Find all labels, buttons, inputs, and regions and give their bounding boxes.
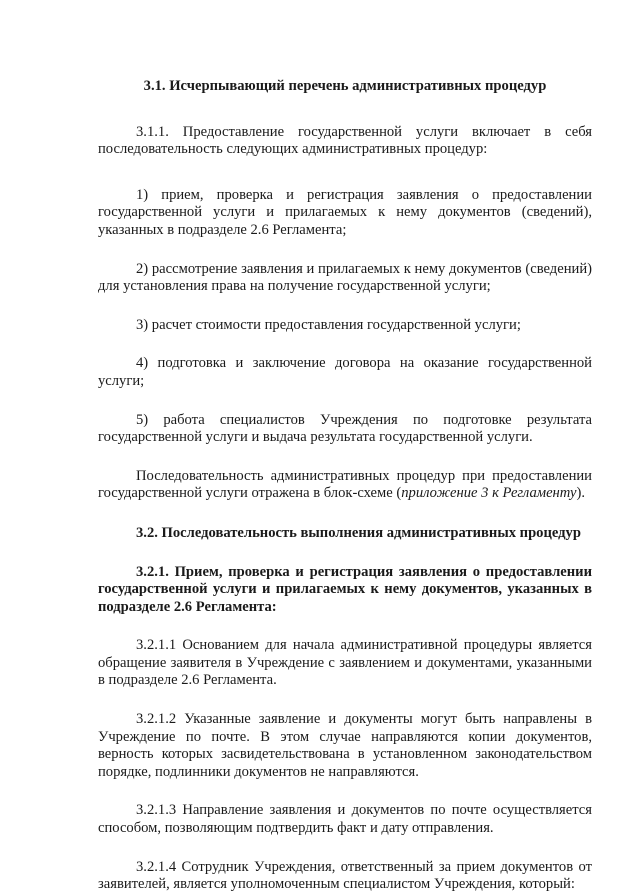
appendix-reference: приложение 3 к Регламенту [401, 485, 577, 502]
section-3-2-title: 3.2. Последовательность выполнения административных процедур [136, 524, 581, 541]
section-3-2-1-heading: 3.2.1. Прием, проверка и регистрация заявления о предоставлении государственной услуги и прилагаемых к нему документов, указанных в подразделе 2.6 Регламента: [98, 563, 592, 615]
paragraph-3-2-1-1: 3.2.1.1 Основанием для начала административной процедуры является обращение заявителя в Учреждение с заявлением и документами, указанными в подразделе 2.6 Регламента. [98, 637, 592, 689]
document-page [98, 72, 592, 894]
paragraph-3-2-1-4: 3.2.1.4 Сотрудник Учреждения, ответственный за прием документов от заявителей, является уполномоченным специалистом Учреждения, который: [98, 858, 592, 893]
list-item-1: 1) прием, проверка и регистрация заявления о предоставлении государственной услуги и прилагаемых к нему документов (сведений), указанных в подразделе 2.6 Регламента; [98, 186, 592, 238]
list-item-4: 4) подготовка и заключение договора на оказание государственной услуги; [98, 355, 592, 389]
paragraph-3-2-1-3: 3.2.1.3 Направление заявления и документов по почте осуществляется способом, позволяющим подтвердить факт и дату отправления. [98, 802, 592, 837]
list-item-5: 5) работа специалистов Учреждения по подготовке результата государственной услуги и выдача результата государственной услуги. [98, 411, 592, 446]
sequence-paragraph [98, 468, 592, 503]
sequence-end: ). [576, 485, 585, 502]
paragraph-3-1-1: 3.1.1. Предоставление государственной услуги включает в себя последовательность следующих административных процедур: [98, 123, 592, 158]
sequence-text: Последовательность административных процедур при предоставлении государственной услуги отражена в блок-схеме ( [98, 467, 592, 502]
paragraph-3-2-1-2: 3.2.1.2 Указанные заявление и документы могут быть направлены в Учреждение по почте. В этом случае направляются копии документов, верность которых засвидетельствована в установленном законодательством порядке, подлинники документов не направляются. [98, 711, 592, 780]
list-item-3: 3) расчет стоимости предоставления государственной услуги; [136, 316, 521, 333]
section-3-1-title: 3.1. Исчерпывающий перечень административных процедур [143, 78, 547, 94]
list-item-2: 2) рассмотрение заявления и прилагаемых к нему документов (сведений) для установления права на получение государственной услуги; [98, 260, 592, 295]
